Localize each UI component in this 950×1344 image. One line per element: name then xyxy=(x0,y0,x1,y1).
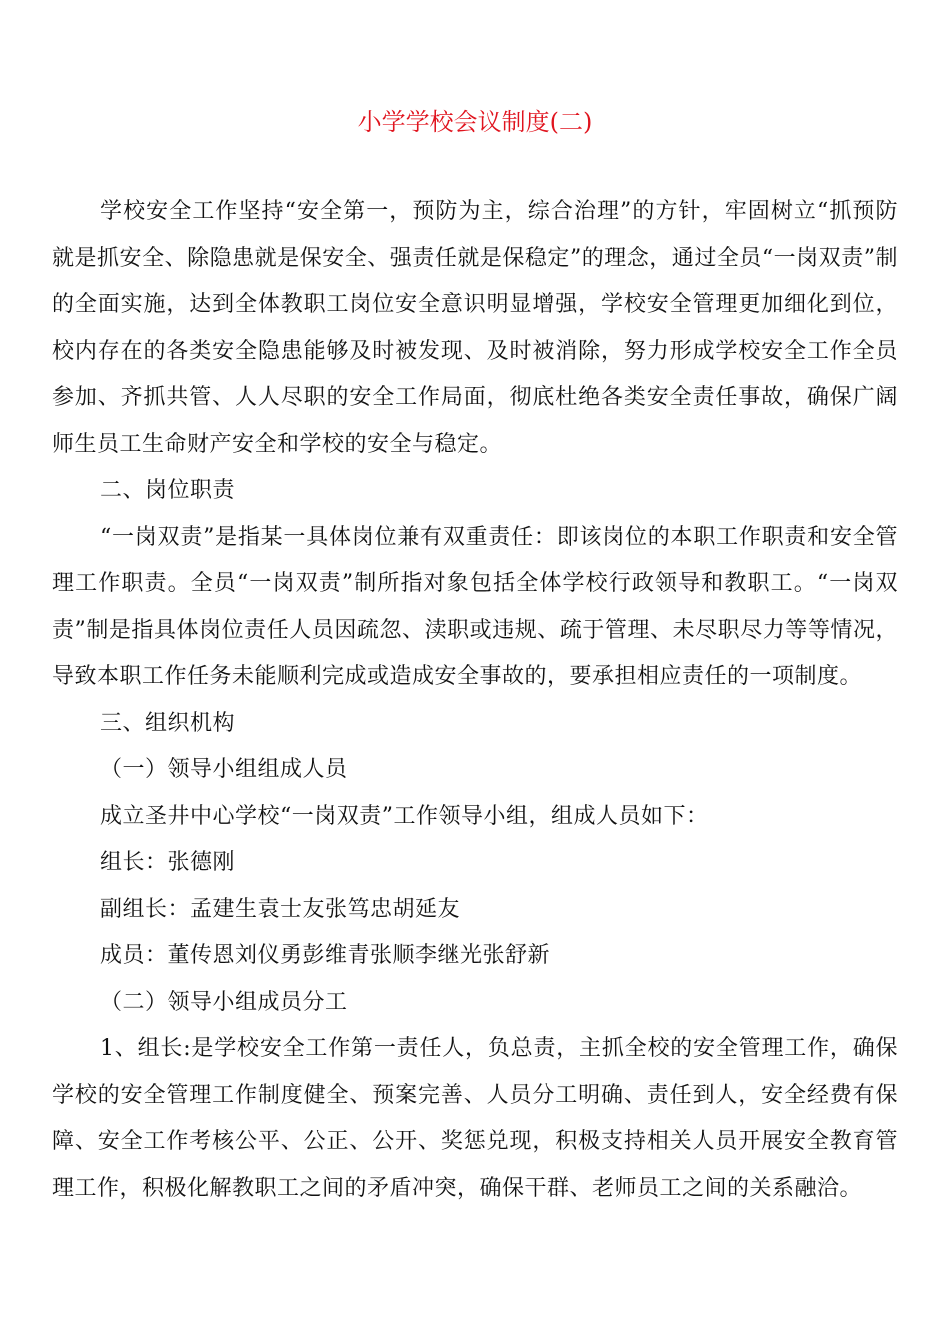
document-title: 小学学校会议制度(二) xyxy=(357,108,593,136)
paragraph-group-established: 成立圣井中心学校“一岗双责”工作领导小组，组成人员如下： xyxy=(100,803,709,829)
group-leader: 组长：张德刚 xyxy=(100,850,236,875)
paragraph-one-post-two-duties: “一岗双责”是指某一具体岗位兼有双重责任：即该岗位的本职工作职责和安全管理工作职责。全员“一岗双责”制所指对象包括全体学校行政领导和教职工。“一岗双责”制是指具体岗位责任人员因疏忽、渎职或违规、疏于管理、未尽职尽力等等情况，导致本职工作任务未能顺利完成或造成安全事故的，要承担相应责任的一项制度。 xyxy=(52,524,898,689)
document-body xyxy=(52,189,898,1212)
heading-job-duties: 二、岗位职责 xyxy=(100,478,236,503)
paragraph-intro: 学校安全工作坚持“安全第一，预防为主，综合治理”的方针，牢固树立“抓预防就是抓安全、除隐患就是保安全、强责任就是保稳定”的理念，通过全员“一岗双责”制的全面实施，达到全体教职工岗位安全意识明显增强，学校安全管理更加细化到位，校内存在的各类安全隐患能够及时被发现、及时被消除，努力形成学校安全工作全员参加、齐抓共管、人人尽职的安全工作局面，彻底杜绝各类安全责任事故，确保广阔师生员工生命财产安全和学校的安全与稳定。 xyxy=(52,199,898,457)
paragraph-leader-duties: 1、组长:是学校安全工作第一责任人，负总责，主抓全校的安全管理工作，确保学校的安全管理工作制度健全、预案完善、人员分工明确、责任到人，安全经费有保障、安全工作考核公平、公正、公开、奖惩兑现，积极支持相关人员开展安全教育管理工作，积极化解教职工之间的矛盾冲突，确保干群、老师员工之间的关系融洽。 xyxy=(52,1036,898,1201)
deputy-group-leaders: 副组长：孟建生袁士友张笃忠胡延友 xyxy=(100,896,461,922)
subheading-division-of-labor: （二）领导小组成员分工 xyxy=(100,989,348,1015)
group-members: 成员：董传恩刘仪勇彭维青张顺李继光张舒新 xyxy=(100,943,551,968)
subheading-leading-group-members: （一）领导小组组成人员 xyxy=(100,757,348,782)
heading-organization: 三、组织机构 xyxy=(100,710,236,736)
